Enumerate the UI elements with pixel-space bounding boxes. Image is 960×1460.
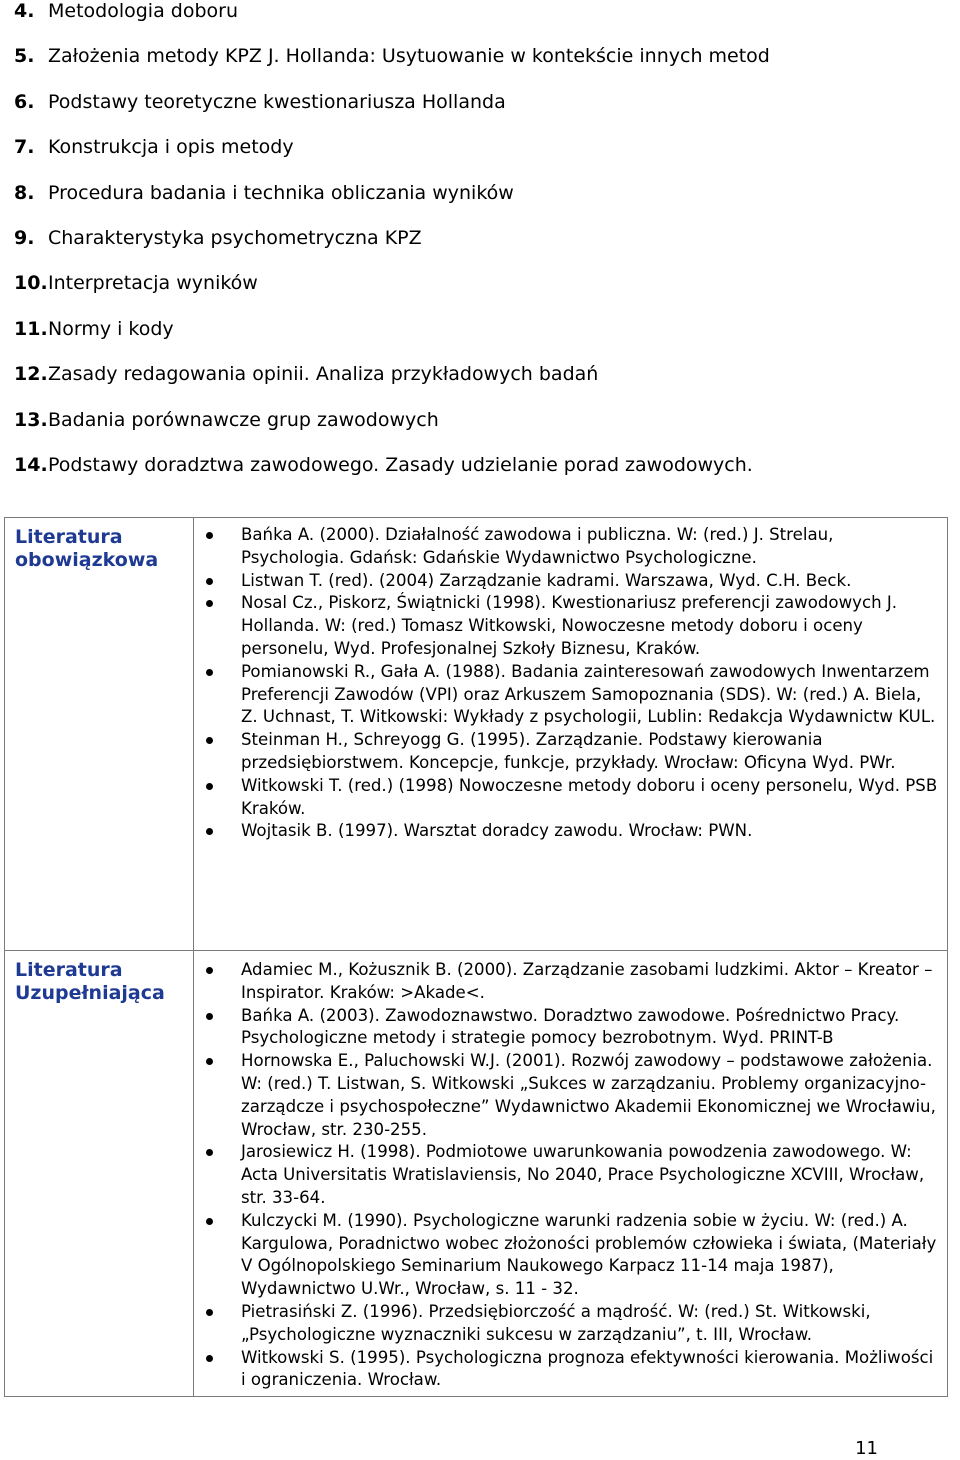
- bibliography-entry: Witkowski S. (1995). Psychologiczna prognoza efektywności kierowania. Możliwości i ograniczenia. Wrocław.: [241, 1347, 939, 1393]
- topic-text: Podstawy teoretyczne kwestionariusza Hollanda: [48, 90, 506, 113]
- bibliography-entry: Nosal Cz., Piskorz, Świątnicki (1998). Kwestionariusz preferencji zawodowych J. Hollanda. W: (red.) Tomasz Witkowski, Nowoczesne metody doboru i oceny personelu, Wyd. Profesjonalnej Szkoły Biznesu, Kraków.: [241, 592, 939, 660]
- literature-table: [4, 517, 948, 1397]
- bibliography-entry: Witkowski T. (red.) (1998) Nowoczesne metody doboru i oceny personelu, Wyd. PSB Kraków.: [241, 775, 939, 821]
- topic-number: 6.: [14, 90, 35, 113]
- bibliography-entry: Jarosiewicz H. (1998). Podmiotowe uwarunkowania powodzenia zawodowego. W: Acta Universitatis Wratislaviensis, No 2040, Prace Psychologiczne XCVIII, Wrocław, str. 33-64.: [241, 1141, 939, 1209]
- topic-number: 8.: [14, 181, 35, 204]
- topic-item: [14, 409, 944, 454]
- topic-number: 7.: [14, 136, 35, 159]
- bibliography-entry: Steinman H., Schreyogg G. (1995). Zarządzanie. Podstawy kierowania przedsiębiorstwem. Koncepcje, funkcje, przykłady. Wrocław: Oficyna Wyd. PWr.: [241, 729, 939, 775]
- topic-number: 13.: [14, 408, 48, 431]
- literature-required-heading: Literatura obowiązkowa: [5, 518, 194, 951]
- topic-item: [14, 182, 944, 227]
- topic-item: [14, 454, 944, 499]
- topic-text: Konstrukcja i opis metody: [48, 136, 294, 159]
- topic-item: [14, 363, 944, 408]
- topic-item: [14, 318, 944, 363]
- topic-list: [14, 0, 944, 499]
- topic-item: [14, 136, 944, 181]
- literature-required-cell: [194, 518, 948, 951]
- topic-text: Charakterystyka psychometryczna KPZ: [48, 226, 422, 249]
- topic-text: Podstawy doradztwa zawodowego. Zasady udzielanie porad zawodowych.: [48, 453, 753, 476]
- bibliography-entry: Pietrasiński Z. (1996). Przedsiębiorczość a mądrość. W: (red.) St. Witkowski, „Psychologiczne wyznaczniki sukcesu w zarządzaniu”, t. III, Wrocław.: [241, 1301, 939, 1347]
- literature-required-list: [194, 524, 939, 843]
- literature-supplementary-heading: Literatura Uzupełniająca: [5, 951, 194, 1397]
- topic-text: Badania porównawcze grup zawodowych: [48, 408, 439, 431]
- topic-item: [14, 0, 944, 45]
- topic-number: 12.: [14, 363, 48, 386]
- topic-text: Założenia metody KPZ J. Hollanda: Usytuowanie w kontekście innych metod: [48, 45, 770, 68]
- topic-text: Procedura badania i technika obliczania wyników: [48, 181, 514, 204]
- topic-item: [14, 45, 944, 90]
- topic-number: 11.: [14, 317, 48, 340]
- topic-item: [14, 272, 944, 317]
- literature-supplementary-row: [5, 951, 948, 1397]
- topic-number: 9.: [14, 226, 35, 249]
- bibliography-entry: Listwan T. (red). (2004) Zarządzanie kadrami. Warszawa, Wyd. C.H. Beck.: [241, 570, 939, 593]
- literature-supplementary-cell: [194, 951, 948, 1397]
- topic-number: 5.: [14, 45, 35, 68]
- page-number: 11: [855, 1438, 878, 1459]
- topic-text: Normy i kody: [48, 317, 174, 340]
- topic-text: Metodologia doboru: [48, 0, 238, 22]
- bibliography-entry: Kulczycki M. (1990). Psychologiczne warunki radzenia sobie w życiu. W: (red.) A. Kargulowa, Poradnictwo wobec złożoności problemów człowieka i świata, (Materiały V Ogólnopolskiego Seminarium Naukowego Karpacz 11-14 maja 1987), Wydawnictwo U.Wr., Wrocław, s. 11 - 32.: [241, 1210, 939, 1301]
- bibliography-entry: Wojtasik B. (1997). Warsztat doradcy zawodu. Wrocław: PWN.: [241, 820, 939, 843]
- bibliography-entry: Bańka A. (2000). Działalność zawodowa i publiczna. W: (red.) J. Strelau, Psychologia. Gdańsk: Gdańskie Wydawnictwo Psychologiczne.: [241, 524, 939, 570]
- topic-item: [14, 91, 944, 136]
- bibliography-entry: Bańka A. (2003). Zawodoznawstwo. Doradztwo zawodowe. Pośrednictwo Pracy. Psychologiczne metody i strategie pomocy bezrobotnym. Wyd. PRINT-B: [241, 1005, 939, 1051]
- bibliography-entry: Hornowska E., Paluchowski W.J. (2001). Rozwój zawodowy – podstawowe założenia. W: (red.) T. Listwan, S. Witkowski „Sukces w zarządzaniu. Problemy organizacyjno-zarządcze i psychospołeczne” Wydawnictwo Akademii Ekonomicznej we Wrocławiu, Wrocław, str. 230-255.: [241, 1050, 939, 1141]
- topic-number: 10.: [14, 272, 48, 295]
- topic-number: 14.: [14, 453, 48, 476]
- bibliography-entry: Adamiec M., Kożusznik B. (2000). Zarządzanie zasobami ludzkimi. Aktor – Kreator – Inspirator. Kraków: >Akade<.: [241, 959, 939, 1005]
- topic-item: [14, 227, 944, 272]
- topic-text: Interpretacja wyników: [48, 272, 258, 295]
- literature-supplementary-list: [194, 959, 939, 1392]
- topic-text: Zasady redagowania opinii. Analiza przykładowych badań: [48, 363, 599, 386]
- literature-required-row: [5, 518, 948, 951]
- topic-number: 4.: [14, 0, 35, 22]
- bibliography-entry: Pomianowski R., Gała A. (1988). Badania zainteresowań zawodowych Inwentarzem Preferencji Zawodów (VPI) oraz Arkuszem Samopoznania (SDS). W: (red.) A. Biela, Z. Uchnast, T. Witkowski: Wykłady z psychologii, Lublin: Redakcja Wydawnictw KUL.: [241, 661, 939, 729]
